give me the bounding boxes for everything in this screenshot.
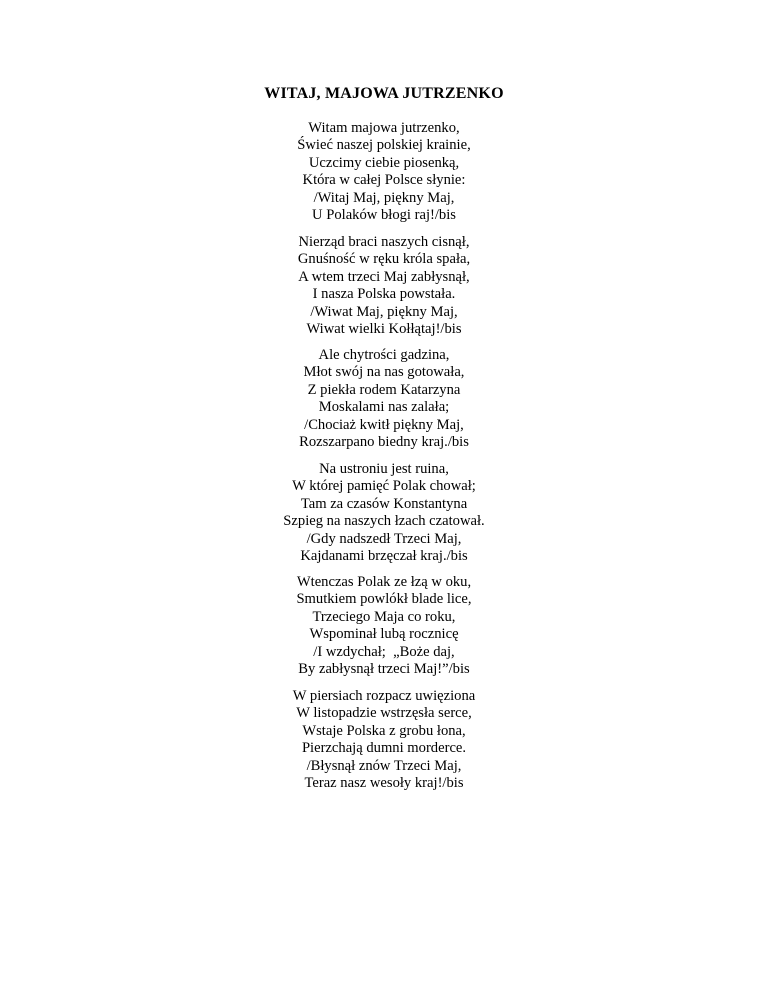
verse-line: A wtem trzeci Maj zabłysnął,	[298, 268, 470, 285]
stanza-1	[0, 120, 768, 224]
verse-line: Z piekła rodem Katarzyna	[307, 381, 461, 398]
verse-line: Witam majowa jutrzenko,	[308, 120, 460, 136]
verse-line: U Polaków błogi raj!/bis	[312, 207, 456, 224]
verse-line: Wspominał lubą rocznicę	[309, 626, 459, 643]
stanza-6	[0, 688, 768, 792]
verse-line: Uczcimy ciebie piosenką,	[308, 154, 460, 171]
verse-line: Trzeciego Maja co roku,	[312, 608, 456, 625]
verse-line: Która w całej Polsce słynie:	[302, 172, 466, 189]
verse-line: W której pamięć Polak chował;	[292, 478, 476, 495]
verse-line: Teraz nasz wesoły kraj!/bis	[304, 775, 464, 792]
verse-line: Pierzchają dumni morderce.	[301, 740, 467, 757]
verse-line: /Witaj Maj, piękny Maj,	[313, 189, 455, 206]
verse-line: Rozszarpano biedny kraj./bis	[299, 434, 469, 451]
verse-line: Wtenczas Polak ze łzą w oku,	[296, 574, 472, 590]
verse-line: Szpieg na naszych łzach czatował.	[283, 513, 485, 530]
stanza-4	[0, 461, 768, 565]
stanza-2	[0, 234, 768, 338]
verse-line: /Gdy nadszedł Trzeci Maj,	[306, 530, 462, 547]
verse-line: /Błysnął znów Trzeci Maj,	[306, 757, 462, 774]
verse-line: Tam za czasów Konstantyna	[300, 495, 468, 512]
verse-line: W listopadzie wstrzęsła serce,	[296, 705, 472, 722]
verse-line: Moskalami nas zalała;	[318, 399, 450, 416]
verse-line: Na ustroniu jest ruina,	[319, 461, 449, 477]
verse-line: Wstaje Polska z grobu łona,	[302, 722, 466, 739]
verse-line: W piersiach rozpacz uwięziona	[292, 688, 476, 704]
verse-line: Nierząd braci naszych cisnął,	[298, 234, 470, 250]
stanza-3	[0, 347, 768, 451]
verse-line: /Wiwat Maj, piękny Maj,	[310, 303, 458, 320]
verse-line: Świeć naszej polskiej krainie,	[297, 137, 471, 154]
verse-line: By zabłysnął trzeci Maj!”/bis	[298, 661, 470, 678]
verse-line: Gnuśność w ręku króla spała,	[297, 251, 471, 268]
verse-line: Wiwat wielki Kołłątaj!/bis	[306, 321, 462, 338]
song-title: WITAJ, MAJOWA JUTRZENKO	[264, 85, 504, 102]
verse-line: /Chociaż kwitł piękny Maj,	[304, 416, 464, 433]
verse-line: Młot swój na nas gotowała,	[303, 364, 465, 381]
verse-line: I nasza Polska powstała.	[312, 286, 456, 303]
stanza-5	[0, 574, 768, 678]
verse-line: Ale chytrości gadzina,	[318, 347, 450, 363]
verse-line: /I wzdychał; „Boże daj,	[313, 643, 455, 660]
verse-line: Smutkiem powlókł blade lice,	[296, 591, 472, 608]
verse-line: Kajdanami brzęczał kraj./bis	[300, 548, 468, 565]
